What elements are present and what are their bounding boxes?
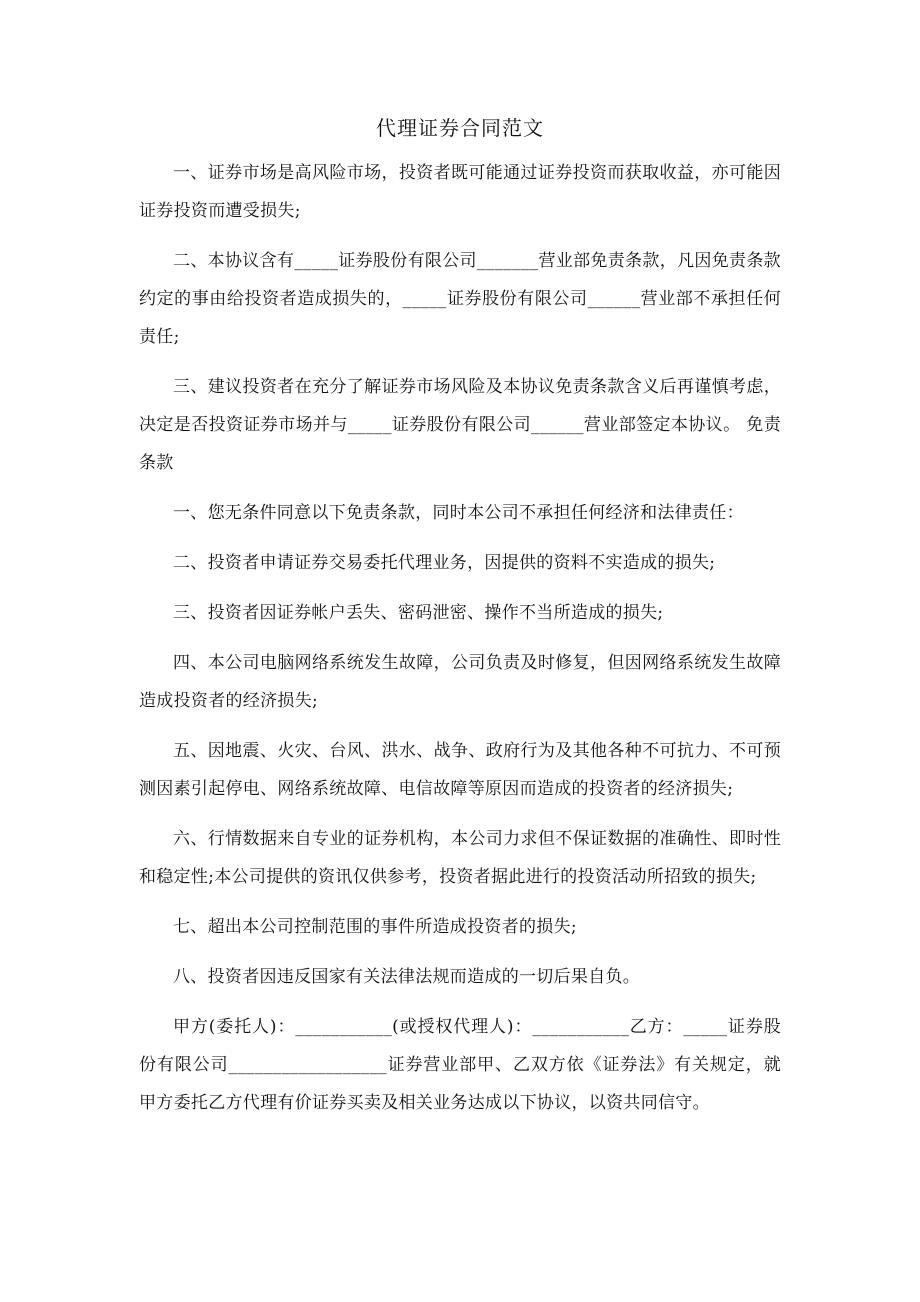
paragraph-clause-1: 一、您无条件同意以下免责条款，同时本公司不承担任何经济和法律责任： <box>173 503 744 523</box>
paragraph-clause-2: 二、投资者申请证券交易委托代理业务，因提供的资料不实造成的损失; <box>173 553 716 573</box>
paragraph-advice: 三、建议投资者在充分了解证券市场风险及本协议免责条款含义后再谨慎考虑，决定是否投资证券市场并与_____证券股份有限公司______营业部签定本协议。 免责条款 <box>139 377 781 473</box>
paragraph-clause-8: 八、投资者因违反国家有关法律法规而造成的一切后果自负。 <box>173 967 641 987</box>
paragraph-parties: 甲方(委托人)：___________(或授权代理人)：___________乙方：_____证券股份有限公司__________________证券营业部甲、乙双方依《证券法》有关规定，就甲方委托乙方代理有价证券买卖及相关业务达成以下协议，以资共同信守。 <box>139 1017 781 1113</box>
document-body <box>139 154 781 1134</box>
paragraph-clause-7: 七、超出本公司控制范围的事件所造成投资者的损失; <box>173 917 577 937</box>
paragraph-clause-3: 三、投资者因证券帐户丢失、密码泄密、操作不当所造成的损失; <box>173 603 664 623</box>
paragraph-clause-5: 五、因地震、火灾、台风、洪水、战争、政府行为及其他各种不可抗力、不可预测因素引起停电、网络系统故障、电信故障等原因而造成的投资者的经济损失; <box>139 741 781 799</box>
paragraph-clause-6: 六、行情数据来自专业的证券机构，本公司力求但不保证数据的准确性、即时性和稳定性;本公司提供的资讯仅供参考，投资者据此进行的投资活动所招致的损失; <box>139 829 781 887</box>
paragraph-disclaimer-scope: 二、本协议含有_____证券股份有限公司_______营业部免责条款，凡因免责条款约定的事由给投资者造成损失的，_____证券股份有限公司______营业部不承担任何责任; <box>139 251 781 347</box>
paragraph-clause-4: 四、本公司电脑网络系统发生故障，公司负责及时修复，但因网络系统发生故障造成投资者的经济损失; <box>139 653 781 711</box>
document-title: 代理证券合同范文 <box>376 116 544 140</box>
paragraph-risk-notice: 一、证券市场是高风险市场，投资者既可能通过证券投资而获取收益，亦可能因证券投资而遭受损失; <box>139 163 781 221</box>
